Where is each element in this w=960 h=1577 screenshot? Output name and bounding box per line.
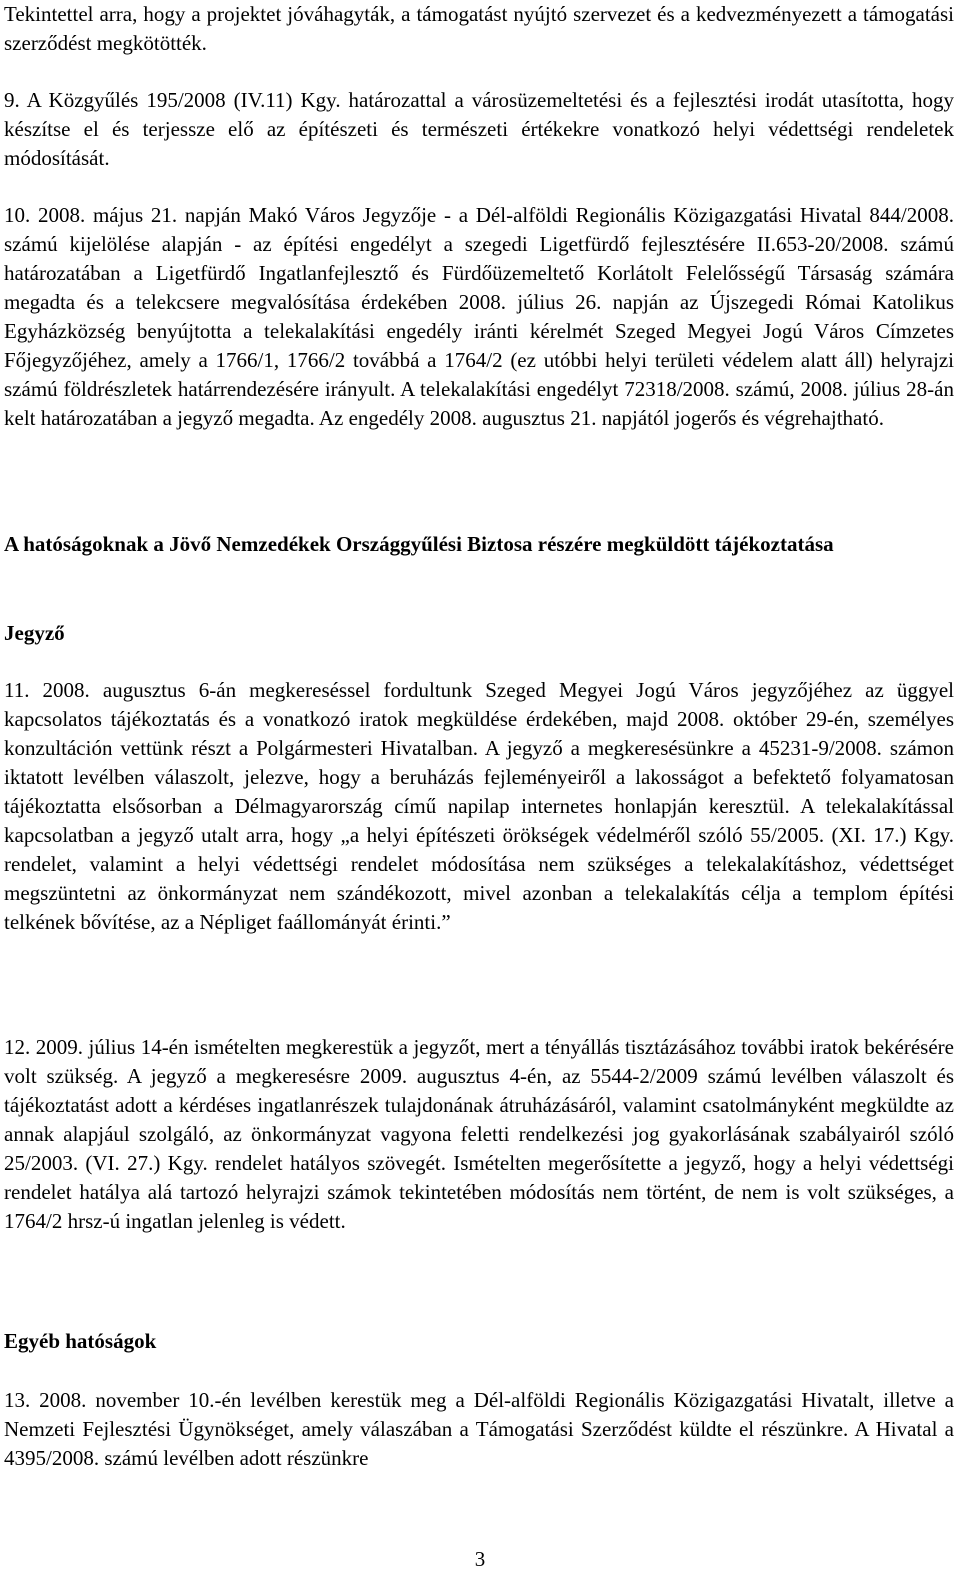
paragraph-intro: Tekintettel arra, hogy a projektet jóváhagyták, a támogatást nyújtó szervezet és a kedvezményezett a támogatási szerződést megkötötték. <box>4 2 954 55</box>
page-number: 3 <box>474 1547 486 1571</box>
paragraph-12: 12. 2009. július 14-én ismételten megkerestük a jegyzőt, mert a tényállás tisztázásához további iratok bekérésére volt szükség. A jegyző a megkeresésre 2009. augusztus 4-én, az 5544-2/2009 számú levélben válaszolt és tájékoztatást adott a kérdéses ingatlanrészek tulajdonának átruházásáról, valamint csatolmányként megküldte az annak alapjául szolgáló, az önkormányzat vagyona feletti rendelkezési jog gyakorlásának szabályairól szóló 25/2003. (VI. 27.) Kgy. rendelet hatályos szövegét. Ismételten megerősítette a jegyző, hogy a helyi védettségi rendelet hatálya alá tartozó helyrajzi számok tekintetében módosítás nem történt, de nem is volt szükséges, a 1764/2 hrsz-ú ingatlan jelenleg is védett. <box>4 1035 954 1233</box>
paragraph-13: 13. 2008. november 10.-én levélben kerestük meg a Dél-alföldi Regionális Közigazgatási Hivatalt, illetve a Nemzeti Fejlesztési Ügynökséget, amely válaszában a Támogatási Szerződést küldte el részünkre. A Hivatal a 4395/2008. számú levélben adott részünkre <box>4 1388 954 1470</box>
subheading-other-authorities: Egyéb hatóságok <box>4 1329 157 1353</box>
paragraph-10: 10. 2008. május 21. napján Makó Város Jegyzője - a Dél-alföldi Regionális Közigazgatási Hivatal 844/2008. számú kijelölése alapján - az építési engedélyt a szegedi Ligetfürdő fejlesztésére II.653-20/2008. számú határozatában a Ligetfürdő Ingatlanfejlesztő és Fürdőüzemeltető Korlátolt Felelősségű Társaság számára megadta és a telekcsere megvalósítása érdekében 2008. július 26. napján az Újszegedi Római Katolikus Egyházközség benyújtotta a telekalakítási engedély iránti kérelmét Szeged Megyei Jogú Város Címzetes Főjegyzőjéhez, amely a 1766/1, 1766/2 továbbá a 1764/2 (ez utóbbi helyi területi védelem alatt áll) helyrajzi számú földrészletek határrendezésére irányult. A telekalakítási engedélyt 72318/2008. számú, 2008. július 28-án kelt határozatában a jegyző megadta. Az engedély 2008. augusztus 21. napjától jogerős és végrehajtható. <box>4 203 954 430</box>
section-heading-authorities: A hatóságoknak a Jövő Nemzedékek Országgyűlési Biztosa részére megküldött tájékoztatása <box>4 532 834 556</box>
paragraph-9: 9. A Közgyűlés 195/2008 (IV.11) Kgy. határozattal a városüzemeltetési és a fejlesztési irodát utasította, hogy készítse el és terjessze elő az építészeti és természeti értékekre vonatkozó helyi védettségi rendeletek módosítását. <box>4 88 954 170</box>
paragraph-11: 11. 2008. augusztus 6-án megkereséssel fordultunk Szeged Megyei Jogú Város jegyzőjéhez az üggyel kapcsolatos tájékoztatás és a vonatkozó iratok megküldése érdekében, majd 2008. október 29-én, személyes konzultáción vettünk részt a Polgármesteri Hivatalban. A jegyző a megkeresésünkre a 45231-9/2008. számon iktatott levélben válaszolt, jelezve, hogy a beruházás fejleményeiről a lakosságot a befektető folyamatosan tájékoztatta elsősorban a Délmagyarország című napilap internetes honlapján keresztül. A telekalakítással kapcsolatban a jegyző utalt arra, hogy „a helyi építészeti örökségek védelméről szóló 55/2005. (XI. 17.) Kgy. rendelet, valamint a helyi védettségi rendelet módosítása nem szükséges a telekalakításhoz, védettséget megszüntetni az önkormányzat nem szándékozott, mivel azonban a telekalakítás célja a templom építési telkének bővítése, az a Népliget faállományát érinti.” <box>4 678 954 934</box>
subheading-notary: Jegyző <box>4 621 65 645</box>
